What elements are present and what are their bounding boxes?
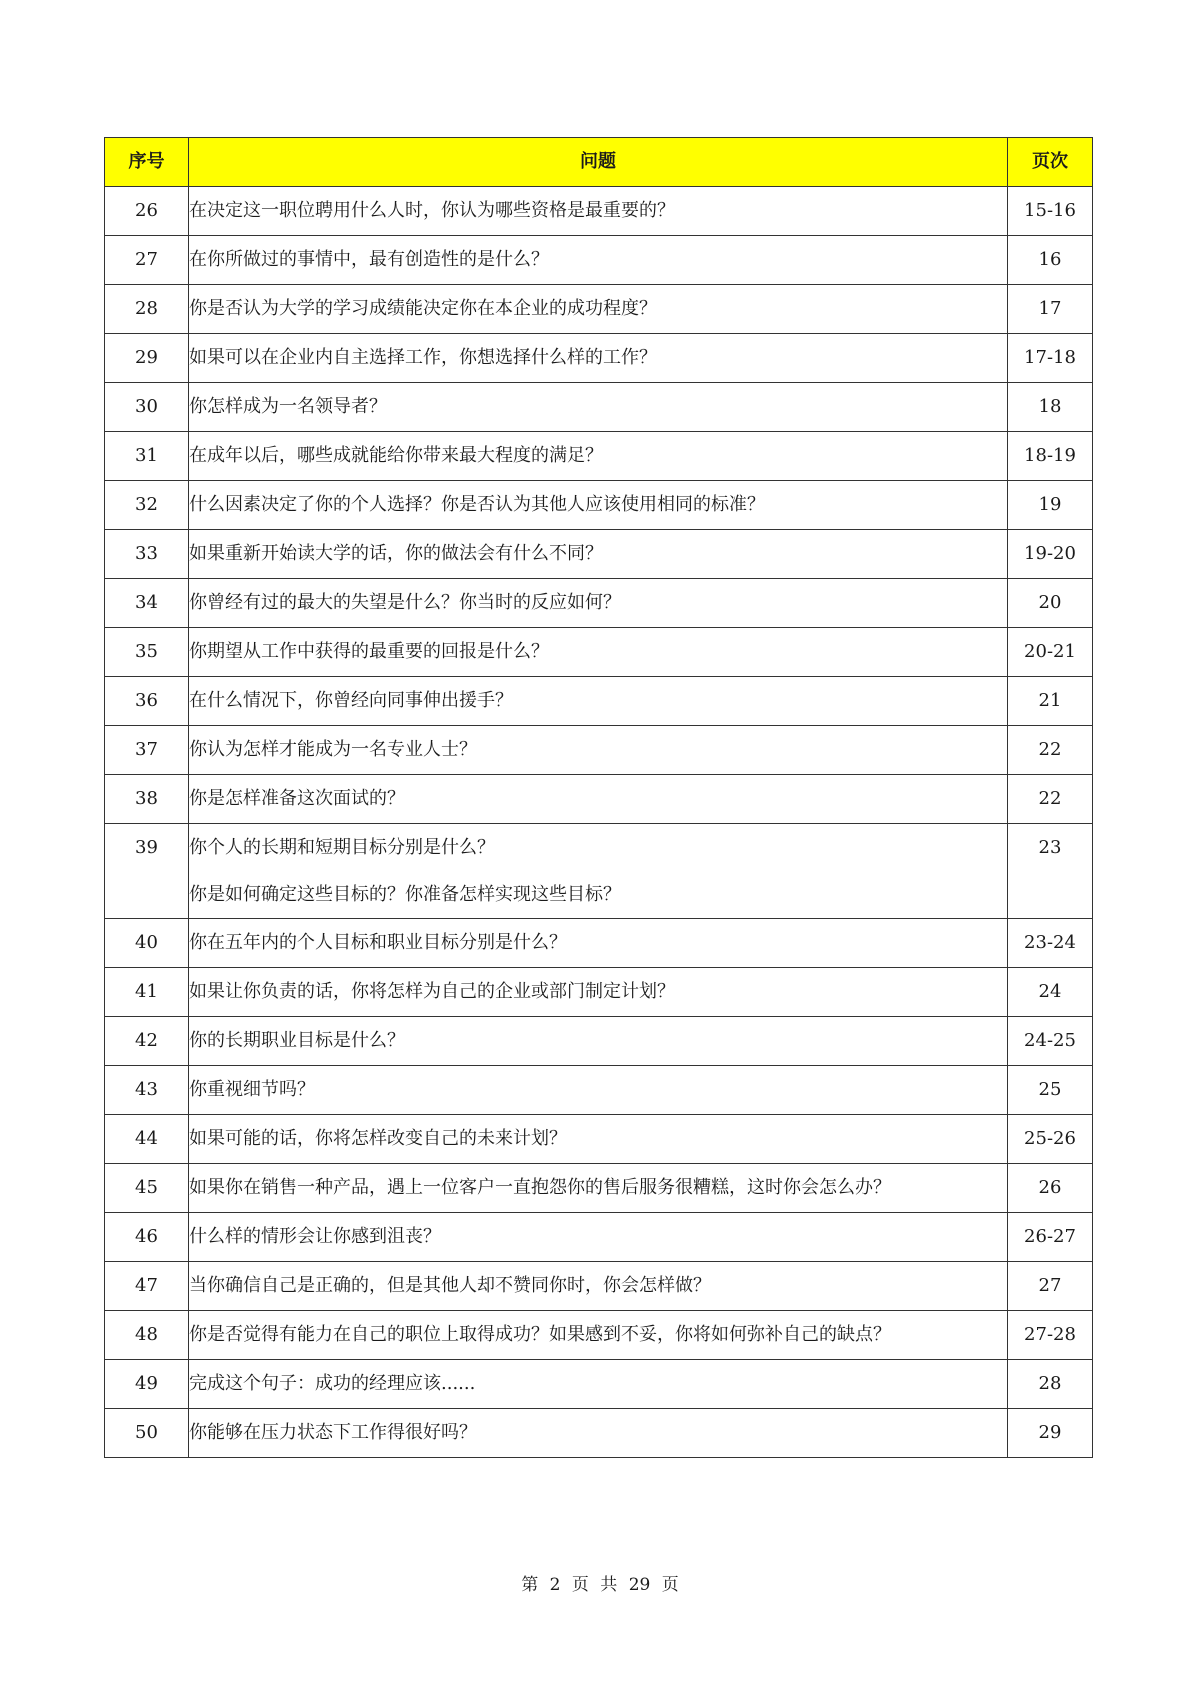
question-text: 如果可以在企业内自主选择工作，你想选择什么样的工作？ — [189, 347, 657, 368]
header-page: 页次 — [1008, 138, 1093, 187]
row-page: 25 — [1008, 1066, 1093, 1115]
table-row — [105, 1262, 1093, 1311]
question-text: 完成这个句子：成功的经理应该...... — [189, 1373, 476, 1394]
table-row — [105, 1066, 1093, 1115]
row-number: 39 — [105, 824, 189, 919]
table-row — [105, 383, 1093, 432]
row-page: 29 — [1008, 1409, 1093, 1458]
row-page: 22 — [1008, 775, 1093, 824]
question-text: 在决定这一职位聘用什么人时，你认为哪些资格是最重要的？ — [189, 200, 675, 221]
row-question — [189, 968, 1008, 1017]
row-question — [189, 677, 1008, 726]
table-row — [105, 726, 1093, 775]
row-page: 21 — [1008, 677, 1093, 726]
row-number: 34 — [105, 579, 189, 628]
row-number: 37 — [105, 726, 189, 775]
question-text: 你期望从工作中获得的最重要的回报是什么？ — [189, 641, 549, 662]
question-text: 如果让你负责的话，你将怎样为自己的企业或部门制定计划？ — [189, 981, 675, 1002]
row-question — [189, 1066, 1008, 1115]
table-row — [105, 919, 1093, 968]
table-row — [105, 530, 1093, 579]
row-number: 42 — [105, 1017, 189, 1066]
row-question — [189, 236, 1008, 285]
row-number: 33 — [105, 530, 189, 579]
row-page: 24 — [1008, 968, 1093, 1017]
table-row — [105, 677, 1093, 726]
question-text: 你在五年内的个人目标和职业目标分别是什么？ — [189, 932, 567, 953]
row-question — [189, 285, 1008, 334]
row-page: 18 — [1008, 383, 1093, 432]
question-text: 当你确信自己是正确的，但是其他人却不赞同你时，你会怎样做？ — [189, 1275, 711, 1296]
row-page: 27-28 — [1008, 1311, 1093, 1360]
question-table — [104, 137, 1093, 1458]
row-question — [189, 1262, 1008, 1311]
table-row — [105, 187, 1093, 236]
table-row — [105, 968, 1093, 1017]
row-number: 26 — [105, 187, 189, 236]
table-row — [105, 824, 1093, 919]
table-row — [105, 432, 1093, 481]
row-number: 29 — [105, 334, 189, 383]
row-page: 28 — [1008, 1360, 1093, 1409]
question-text: 你是否认为大学的学习成绩能决定你在本企业的成功程度？ — [189, 298, 657, 319]
row-question — [189, 530, 1008, 579]
question-text: 你是否觉得有能力在自己的职位上取得成功？如果感到不妥，你将如何弥补自己的缺点？ — [189, 1324, 891, 1345]
question-text: 什么因素决定了你的个人选择？你是否认为其他人应该使用相同的标准？ — [189, 494, 765, 515]
row-question — [189, 187, 1008, 236]
row-page: 20-21 — [1008, 628, 1093, 677]
question-text: 你能够在压力状态下工作得很好吗？ — [189, 1422, 477, 1443]
row-number: 36 — [105, 677, 189, 726]
table-row — [105, 481, 1093, 530]
row-number: 38 — [105, 775, 189, 824]
row-question — [189, 579, 1008, 628]
question-text: 你个人的长期和短期目标分别是什么？ — [189, 837, 495, 858]
table-header-row — [105, 138, 1093, 187]
row-number: 40 — [105, 919, 189, 968]
row-question — [189, 1213, 1008, 1262]
table-row — [105, 1311, 1093, 1360]
row-page: 17 — [1008, 285, 1093, 334]
table-row — [105, 628, 1093, 677]
row-page: 19-20 — [1008, 530, 1093, 579]
row-page: 27 — [1008, 1262, 1093, 1311]
row-page: 26 — [1008, 1164, 1093, 1213]
row-question — [189, 1115, 1008, 1164]
row-number: 27 — [105, 236, 189, 285]
row-question — [189, 1409, 1008, 1458]
row-question — [189, 824, 1008, 919]
row-page: 18-19 — [1008, 432, 1093, 481]
row-page: 26-27 — [1008, 1213, 1093, 1262]
question-text: 如果你在销售一种产品，遇上一位客户一直抱怨你的售后服务很糟糕，这时你会怎么办？ — [189, 1177, 891, 1198]
table-row — [105, 1360, 1093, 1409]
row-question — [189, 1017, 1008, 1066]
question-text: 什么样的情形会让你感到沮丧？ — [189, 1226, 441, 1247]
question-text: 在你所做过的事情中，最有创造性的是什么？ — [189, 249, 549, 270]
table-row — [105, 775, 1093, 824]
question-text: 如果可能的话，你将怎样改变自己的未来计划？ — [189, 1128, 567, 1149]
row-page: 24-25 — [1008, 1017, 1093, 1066]
row-question — [189, 1164, 1008, 1213]
question-text: 你是怎样准备这次面试的？ — [189, 788, 405, 809]
row-page: 19 — [1008, 481, 1093, 530]
row-page: 23 — [1008, 824, 1093, 919]
row-question — [189, 1311, 1008, 1360]
row-number: 46 — [105, 1213, 189, 1262]
row-number: 50 — [105, 1409, 189, 1458]
row-number: 30 — [105, 383, 189, 432]
row-page: 15-16 — [1008, 187, 1093, 236]
row-question — [189, 383, 1008, 432]
row-question — [189, 775, 1008, 824]
table-body — [105, 187, 1093, 1458]
row-page: 17-18 — [1008, 334, 1093, 383]
page-footer: 第 2 页 共 29 页 — [521, 1575, 679, 1595]
row-page: 25-26 — [1008, 1115, 1093, 1164]
question-text: 如果重新开始读大学的话，你的做法会有什么不同？ — [189, 543, 603, 564]
table-row — [105, 1164, 1093, 1213]
row-question — [189, 334, 1008, 383]
row-number: 32 — [105, 481, 189, 530]
question-text: 你怎样成为一名领导者？ — [189, 396, 387, 417]
table-row — [105, 334, 1093, 383]
table-row — [105, 1115, 1093, 1164]
table-row — [105, 579, 1093, 628]
row-question — [189, 1360, 1008, 1409]
table-row — [105, 1213, 1093, 1262]
row-number: 48 — [105, 1311, 189, 1360]
row-number: 35 — [105, 628, 189, 677]
row-number: 41 — [105, 968, 189, 1017]
row-page: 20 — [1008, 579, 1093, 628]
header-number: 序号 — [105, 138, 189, 187]
question-text: 你认为怎样才能成为一名专业人士？ — [189, 739, 477, 760]
question-text: 在什么情况下，你曾经向同事伸出援手？ — [189, 690, 513, 711]
row-number: 45 — [105, 1164, 189, 1213]
row-number: 28 — [105, 285, 189, 334]
row-number: 47 — [105, 1262, 189, 1311]
row-number: 49 — [105, 1360, 189, 1409]
table-row — [105, 285, 1093, 334]
table-row — [105, 1409, 1093, 1458]
row-number: 44 — [105, 1115, 189, 1164]
row-question — [189, 432, 1008, 481]
row-question — [189, 628, 1008, 677]
question-text: 你曾经有过的最大的失望是什么？你当时的反应如何？ — [189, 592, 621, 613]
row-page: 16 — [1008, 236, 1093, 285]
row-question — [189, 726, 1008, 775]
row-question — [189, 919, 1008, 968]
table-row — [105, 1017, 1093, 1066]
question-text: 在成年以后，哪些成就能给你带来最大程度的满足？ — [189, 445, 603, 466]
row-page: 22 — [1008, 726, 1093, 775]
question-text: 你重视细节吗？ — [189, 1079, 315, 1100]
question-text: 你的长期职业目标是什么？ — [189, 1030, 405, 1051]
row-number: 43 — [105, 1066, 189, 1115]
header-question: 问题 — [189, 138, 1008, 187]
table-row — [105, 236, 1093, 285]
row-page: 23-24 — [1008, 919, 1093, 968]
question-text: 你是如何确定这些目标的？你准备怎样实现这些目标？ — [189, 884, 621, 905]
row-question — [189, 481, 1008, 530]
row-number: 31 — [105, 432, 189, 481]
